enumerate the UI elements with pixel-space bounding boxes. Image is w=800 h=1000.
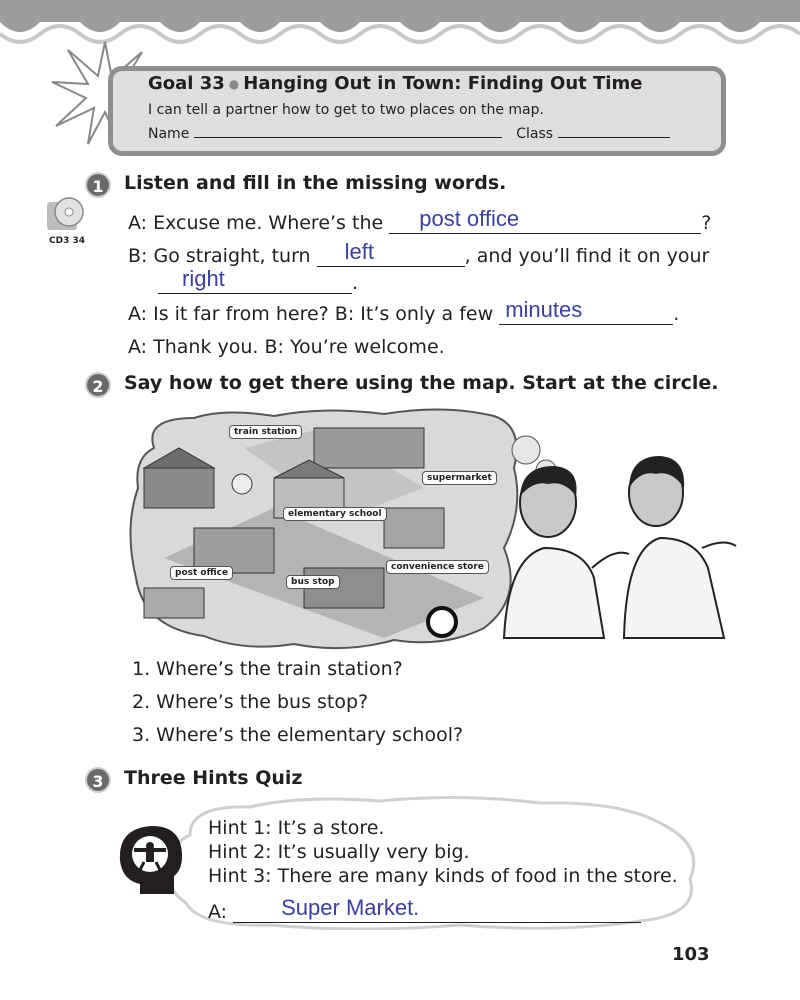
map-label-supermarket: supermarket <box>422 471 497 485</box>
cd-icon <box>47 196 85 234</box>
question-2: 2. Where’s the bus stop? <box>132 691 369 713</box>
name-field[interactable] <box>194 137 502 138</box>
thinking-head-icon <box>110 820 188 898</box>
map-label-post-office: post office <box>170 566 233 580</box>
question-1: 1. Where’s the train station? <box>132 658 403 680</box>
hint-2: Hint 2: It’s usually very big. <box>208 841 470 863</box>
boy-left <box>504 466 629 638</box>
answer-blank-4[interactable]: minutes <box>499 302 673 325</box>
section-number-2: 2 <box>85 372 111 398</box>
page-number: 103 <box>672 944 710 965</box>
map-label-convenience-store: convenience store <box>386 560 489 574</box>
map-label-train-station: train station <box>229 425 302 439</box>
class-label: Class <box>516 126 554 142</box>
name-class-row <box>148 126 670 142</box>
answer-blank-2[interactable]: left <box>317 244 465 267</box>
section-title-2: Say how to get there using the map. Start at the circle. <box>124 372 719 394</box>
town-map-illustration <box>124 408 744 658</box>
section-number-1: 1 <box>85 172 111 198</box>
quiz-answer-line: A: Super Market. <box>208 900 641 923</box>
section-title-3: Three Hints Quiz <box>124 767 303 789</box>
class-field[interactable] <box>558 137 670 138</box>
can-do-statement: I can tell a partner how to get to two places on the map. <box>148 102 544 118</box>
dialogue-line-1: A: Excuse me. Where’s the post office ? <box>128 206 712 234</box>
name-label: Name <box>148 126 190 142</box>
section-number-3: 3 <box>85 767 111 793</box>
hint-3: Hint 3: There are many kinds of food in the store. <box>208 865 678 887</box>
boy-right <box>624 456 736 638</box>
goal-title: Goal 33 ● Hanging Out in Town: Finding Out Time <box>148 73 643 94</box>
map-label-elementary-school: elementary school <box>283 507 387 521</box>
answer-blank-3[interactable]: right <box>158 271 352 294</box>
quiz-answer-blank[interactable]: Super Market. <box>233 900 641 923</box>
dialogue-line-5: A: Thank you. B: You’re welcome. <box>128 336 445 358</box>
map-label-bus-stop: bus stop <box>286 575 340 589</box>
hint-1: Hint 1: It’s a store. <box>208 817 385 839</box>
dialogue-line-3: right . <box>158 271 358 294</box>
question-3: 3. Where’s the elementary school? <box>132 724 464 746</box>
dialogue-line-2: B: Go straight, turn left , and you’ll find it on your <box>128 239 710 267</box>
goal-subtitle: Hanging Out in Town: Finding Out Time <box>243 73 643 94</box>
answer-blank-1[interactable]: post office <box>389 211 701 234</box>
cd-track-label: CD3 34 <box>49 236 85 246</box>
dialogue-line-4: A: Is it far from here? B: It’s only a few minutes . <box>128 297 680 325</box>
section-title-1: Listen and fill in the missing words. <box>124 172 507 194</box>
